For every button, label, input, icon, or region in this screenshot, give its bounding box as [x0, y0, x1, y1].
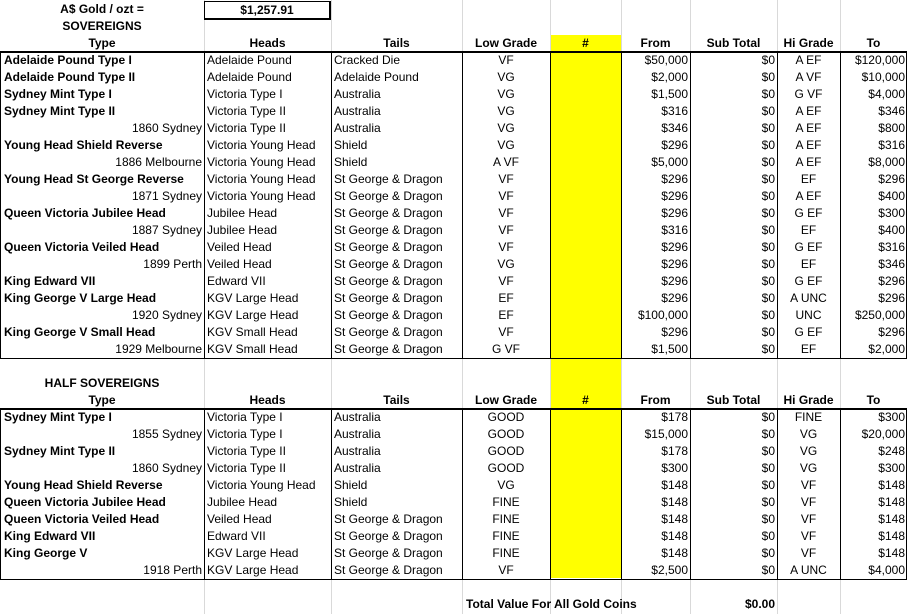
quantity-input[interactable] [551, 511, 621, 528]
hi-grade: A EF [795, 104, 822, 118]
column-header-low: Low Grade [474, 36, 537, 50]
hi-grade: EF [800, 342, 817, 356]
coin-heads: Adelaide Pound [207, 70, 292, 84]
coin-tails: St George & Dragon [334, 206, 443, 220]
low-grade: FINE [492, 495, 520, 509]
sub-total: $0 [761, 410, 775, 424]
quantity-input[interactable] [551, 256, 621, 273]
coin-type: King George V [4, 546, 88, 560]
hi-grade: G EF [794, 206, 823, 220]
coin-tails: Shield [334, 138, 368, 152]
coin-tails: Australia [334, 104, 381, 118]
hi-grade: UNC [795, 308, 822, 322]
coin-tails: St George & Dragon [334, 325, 443, 339]
quantity-input[interactable] [551, 545, 621, 562]
low-grade: VG [497, 70, 515, 84]
low-grade: VG [497, 138, 515, 152]
column-header-to: To [866, 36, 881, 50]
coin-tails: St George & Dragon [334, 529, 443, 543]
column-header-sub: Sub Total [706, 393, 761, 407]
hi-grade: VG [799, 461, 818, 475]
coin-heads: Victoria Young Head [207, 478, 316, 492]
coin-heads: KGV Large Head [207, 308, 299, 322]
coin-type: King Edward VII [4, 529, 96, 543]
total-label: Total Value For All Gold Coins [466, 597, 637, 611]
coin-heads: Victoria Type I [207, 427, 283, 441]
coin-date-mint: 1860 Sydney [131, 461, 202, 475]
table-bottom-border [0, 579, 907, 580]
coin-type: Sydney Mint Type I [4, 410, 112, 424]
hi-grade: VF [800, 546, 817, 560]
sub-total: $0 [761, 563, 775, 577]
low-grade: VG [497, 104, 515, 118]
coin-date-mint: 1855 Sydney [131, 427, 202, 441]
quantity-input[interactable] [551, 273, 621, 290]
coin-heads: Jubilee Head [207, 495, 278, 509]
coin-tails: Shield [334, 495, 368, 509]
coin-date-mint: 1871 Sydney [131, 189, 202, 203]
price-from: $148 [661, 512, 688, 526]
quantity-input[interactable] [551, 528, 621, 545]
sub-total: $0 [761, 87, 775, 101]
price-from: $148 [661, 495, 688, 509]
coin-type: Young Head Shield Reverse [4, 138, 163, 152]
coin-tails: St George & Dragon [334, 342, 443, 356]
low-grade: VG [497, 478, 515, 492]
coin-tails: St George & Dragon [334, 223, 443, 237]
sub-total: $0 [761, 308, 775, 322]
coin-heads: KGV Large Head [207, 563, 299, 577]
coin-heads: KGV Large Head [207, 291, 299, 305]
price-to: $250,000 [854, 308, 905, 322]
price-to: $8,000 [868, 155, 905, 169]
price-to: $20,000 [861, 427, 905, 441]
coin-type: Queen Victoria Jubilee Head [4, 206, 166, 220]
low-grade: EF [498, 308, 514, 322]
sub-total: $0 [761, 121, 775, 135]
price-to: $296 [878, 274, 905, 288]
sub-total: $0 [761, 427, 775, 441]
coin-tails: St George & Dragon [334, 240, 443, 254]
sub-total: $0 [761, 189, 775, 203]
coin-tails: St George & Dragon [334, 257, 443, 271]
coin-date-mint: 1887 Sydney [131, 223, 202, 237]
low-grade: FINE [492, 529, 520, 543]
coin-tails: Australia [334, 444, 381, 458]
hi-grade: G VF [794, 87, 823, 101]
hi-grade: EF [800, 257, 817, 271]
hi-grade: G EF [794, 274, 823, 288]
quantity-input[interactable] [551, 409, 621, 426]
price-from: $296 [661, 240, 688, 254]
half-sovereigns-title: HALF SOVEREIGNS [44, 376, 160, 390]
hi-grade: A UNC [790, 563, 827, 577]
hi-grade: VF [800, 529, 817, 543]
low-grade: A VF [492, 155, 519, 169]
low-grade: FINE [492, 546, 520, 560]
hi-grade: G EF [794, 325, 823, 339]
price-to: $148 [878, 512, 905, 526]
sub-total: $0 [761, 461, 775, 475]
price-to: $4,000 [868, 563, 905, 577]
coin-tails: Australia [334, 461, 381, 475]
sub-total: $0 [761, 512, 775, 526]
column-header-tails: Tails [383, 393, 410, 407]
low-grade: VF [498, 223, 514, 237]
price-from: $5,000 [651, 155, 688, 169]
price-from: $15,000 [644, 427, 688, 441]
sub-total: $0 [761, 53, 775, 67]
price-to: $346 [878, 104, 905, 118]
low-grade: FINE [492, 512, 520, 526]
sub-total: $0 [761, 240, 775, 254]
quantity-input[interactable] [551, 341, 621, 358]
coin-type: Young Head St George Reverse [4, 172, 184, 186]
coin-heads: Victoria Type I [207, 410, 283, 424]
sovereigns-title: SOVEREIGNS [62, 19, 142, 33]
coin-heads: Victoria Young Head [207, 189, 316, 203]
quantity-input[interactable] [551, 562, 621, 579]
coin-tails: Australia [334, 410, 381, 424]
column-header-heads: Heads [249, 393, 286, 407]
column-header-type: Type [88, 393, 116, 407]
price-to: $346 [878, 257, 905, 271]
column-header-from: From [640, 36, 671, 50]
price-to: $248 [878, 444, 905, 458]
price-from: $50,000 [644, 53, 688, 67]
low-grade: VF [498, 53, 514, 67]
price-from: $296 [661, 206, 688, 220]
price-from: $148 [661, 529, 688, 543]
coin-type: Young Head Shield Reverse [4, 478, 163, 492]
coin-type: Sydney Mint Type I [4, 87, 112, 101]
hi-grade: A UNC [790, 291, 827, 305]
low-grade: VF [498, 325, 514, 339]
quantity-input[interactable] [551, 120, 621, 137]
hi-grade: VG [799, 444, 818, 458]
hi-grade: A EF [795, 155, 822, 169]
quantity-input[interactable] [551, 69, 621, 86]
hi-grade: VF [800, 478, 817, 492]
quantity-input[interactable] [551, 290, 621, 307]
price-from: $346 [661, 121, 688, 135]
hi-grade: VG [799, 427, 818, 441]
hi-grade: EF [800, 223, 817, 237]
hi-grade: A EF [795, 189, 822, 203]
column-header-num: # [582, 393, 589, 407]
price-from: $316 [661, 104, 688, 118]
coin-heads: Adelaide Pound [207, 53, 292, 67]
coin-tails: Australia [334, 121, 381, 135]
coin-tails: St George & Dragon [334, 189, 443, 203]
column-header-to: To [866, 393, 881, 407]
price-to: $316 [878, 138, 905, 152]
price-to: $300 [878, 410, 905, 424]
coin-tails: St George & Dragon [334, 563, 443, 577]
hi-grade: A EF [795, 138, 822, 152]
coin-type: Sydney Mint Type II [4, 104, 116, 118]
coin-type: King George V Large Head [4, 291, 157, 305]
price-from: $316 [661, 223, 688, 237]
price-to: $296 [878, 291, 905, 305]
low-grade: VG [497, 87, 515, 101]
low-grade: GOOD [487, 427, 525, 441]
quantity-input[interactable] [551, 52, 621, 69]
sub-total: $0 [761, 342, 775, 356]
sub-total: $0 [761, 529, 775, 543]
coin-heads: Veiled Head [207, 512, 272, 526]
quantity-input[interactable] [551, 137, 621, 154]
coin-tails: St George & Dragon [334, 546, 443, 560]
low-grade: GOOD [487, 444, 525, 458]
quantity-input[interactable] [551, 477, 621, 494]
coin-date-mint: 1886 Melbourne [115, 155, 202, 169]
coin-tails: Cracked Die [334, 53, 401, 67]
price-to: $10,000 [861, 70, 905, 84]
coin-heads: Victoria Young Head [207, 155, 316, 169]
price-to: $2,000 [868, 342, 905, 356]
coin-heads: Victoria Type I [207, 87, 283, 101]
price-to: $148 [878, 529, 905, 543]
column-header-sub: Sub Total [706, 36, 761, 50]
coin-type: Sydney Mint Type II [4, 444, 116, 458]
coin-heads: Victoria Young Head [207, 138, 316, 152]
coin-tails: Australia [334, 87, 381, 101]
sub-total: $0 [761, 257, 775, 271]
price-from: $296 [661, 274, 688, 288]
column-header-num: # [582, 36, 589, 50]
coin-tails: St George & Dragon [334, 308, 443, 322]
low-grade: VF [498, 240, 514, 254]
sub-total: $0 [761, 444, 775, 458]
coin-type: King George V Small Head [4, 325, 156, 339]
coin-type: Adelaide Pound Type I [4, 53, 132, 67]
coin-type: Queen Victoria Veiled Head [4, 512, 160, 526]
low-grade: VF [498, 274, 514, 288]
quantity-input[interactable] [551, 239, 621, 256]
gold-price-label: A$ Gold / ozt = [60, 2, 144, 16]
sub-total: $0 [761, 172, 775, 186]
coin-tails: St George & Dragon [334, 274, 443, 288]
sub-total: $0 [761, 138, 775, 152]
quantity-input[interactable] [551, 307, 621, 324]
coin-tails: Australia [334, 427, 381, 441]
price-from: $148 [661, 546, 688, 560]
price-to: $120,000 [854, 53, 905, 67]
low-grade: VG [497, 121, 515, 135]
column-header-hi: Hi Grade [783, 393, 834, 407]
coin-type: Queen Victoria Jubilee Head [4, 495, 166, 509]
price-from: $296 [661, 291, 688, 305]
hi-grade: A VF [795, 70, 822, 84]
sub-total: $0 [761, 274, 775, 288]
hi-grade: EF [800, 172, 817, 186]
quantity-input[interactable] [551, 443, 621, 460]
low-grade: VG [497, 257, 515, 271]
low-grade: VF [498, 172, 514, 186]
price-to: $148 [878, 495, 905, 509]
low-grade: GOOD [487, 461, 525, 475]
hi-grade: A EF [795, 121, 822, 135]
coin-type: King Edward VII [4, 274, 96, 288]
coin-type: Queen Victoria Veiled Head [4, 240, 160, 254]
low-grade: VF [498, 206, 514, 220]
coin-heads: Victoria Type II [207, 461, 286, 475]
sub-total: $0 [761, 104, 775, 118]
quantity-input[interactable] [551, 154, 621, 171]
coin-date-mint: 1920 Sydney [131, 308, 202, 322]
price-to: $400 [878, 189, 905, 203]
column-header-low: Low Grade [474, 393, 537, 407]
quantity-input[interactable] [551, 103, 621, 120]
price-from: $296 [661, 138, 688, 152]
low-grade: VF [498, 563, 514, 577]
hi-grade: FINE [794, 410, 823, 424]
column-header-tails: Tails [383, 36, 410, 50]
hi-grade: A EF [795, 53, 822, 67]
coin-tails: Adelaide Pound [334, 70, 419, 84]
price-from: $2,500 [651, 563, 688, 577]
price-from: $1,500 [651, 342, 688, 356]
column-header-heads: Heads [249, 36, 286, 50]
coin-heads: Victoria Type II [207, 121, 286, 135]
quantity-input[interactable] [551, 460, 621, 477]
price-from: $296 [661, 325, 688, 339]
coin-tails: St George & Dragon [334, 512, 443, 526]
coin-tails: Shield [334, 478, 368, 492]
sub-total: $0 [761, 206, 775, 220]
sub-total: $0 [761, 70, 775, 84]
hi-grade: G EF [794, 240, 823, 254]
coin-heads: KGV Small Head [207, 325, 298, 339]
coin-date-mint: 1899 Perth [143, 257, 202, 271]
quantity-input[interactable] [551, 426, 621, 443]
quantity-input[interactable] [551, 188, 621, 205]
low-grade: GOOD [487, 410, 525, 424]
low-grade: EF [498, 291, 514, 305]
coin-type: Adelaide Pound Type II [4, 70, 136, 84]
price-from: $178 [661, 444, 688, 458]
coin-heads: Victoria Type II [207, 444, 286, 458]
coin-heads: KGV Small Head [207, 342, 298, 356]
quantity-input[interactable] [551, 171, 621, 188]
coin-heads: Veiled Head [207, 257, 272, 271]
sub-total: $0 [761, 223, 775, 237]
coin-heads: KGV Large Head [207, 546, 299, 560]
sub-total: $0 [761, 155, 775, 169]
price-to: $300 [878, 461, 905, 475]
price-to: $296 [878, 325, 905, 339]
coin-heads: Victoria Type II [207, 104, 286, 118]
coin-heads: Victoria Young Head [207, 172, 316, 186]
price-to: $316 [878, 240, 905, 254]
price-from: $1,500 [651, 87, 688, 101]
coin-heads: Jubilee Head [207, 206, 278, 220]
quantity-input[interactable] [551, 86, 621, 103]
price-from: $148 [661, 478, 688, 492]
column-header-from: From [640, 393, 671, 407]
coin-date-mint: 1918 Perth [143, 563, 202, 577]
coin-heads: Edward VII [207, 274, 266, 288]
hi-grade: VF [800, 512, 817, 526]
coin-date-mint: 1860 Sydney [131, 121, 202, 135]
coin-heads: Jubilee Head [207, 223, 278, 237]
coin-tails: St George & Dragon [334, 172, 443, 186]
sub-total: $0 [761, 478, 775, 492]
column-header-hi: Hi Grade [783, 36, 834, 50]
sub-total: $0 [761, 325, 775, 339]
quantity-input[interactable] [551, 205, 621, 222]
gold-price-input[interactable]: $1,257.91 [204, 1, 331, 20]
total-value: $0.00 [744, 597, 776, 611]
price-from: $296 [661, 189, 688, 203]
column-header-type: Type [88, 36, 116, 50]
hi-grade: VF [800, 495, 817, 509]
price-to: $300 [878, 206, 905, 220]
price-to: $296 [878, 172, 905, 186]
sub-total: $0 [761, 546, 775, 560]
price-to: $148 [878, 546, 905, 560]
quantity-input[interactable] [551, 222, 621, 239]
price-from: $300 [661, 461, 688, 475]
coin-date-mint: 1929 Melbourne [115, 342, 202, 356]
price-from: $296 [661, 172, 688, 186]
table-bottom-border [0, 358, 907, 359]
price-from: $178 [661, 410, 688, 424]
low-grade: G VF [491, 342, 520, 356]
coin-heads: Edward VII [207, 529, 266, 543]
sub-total: $0 [761, 291, 775, 305]
price-from: $2,000 [651, 70, 688, 84]
price-to: $800 [878, 121, 905, 135]
coin-tails: St George & Dragon [334, 291, 443, 305]
price-to: $400 [878, 223, 905, 237]
sub-total: $0 [761, 495, 775, 509]
price-from: $296 [661, 257, 688, 271]
price-to: $148 [878, 478, 905, 492]
coin-tails: Shield [334, 155, 368, 169]
quantity-input[interactable] [551, 494, 621, 511]
price-to: $4,000 [868, 87, 905, 101]
coin-heads: Veiled Head [207, 240, 272, 254]
price-from: $100,000 [637, 308, 688, 322]
low-grade: VF [498, 189, 514, 203]
quantity-input[interactable] [551, 324, 621, 341]
